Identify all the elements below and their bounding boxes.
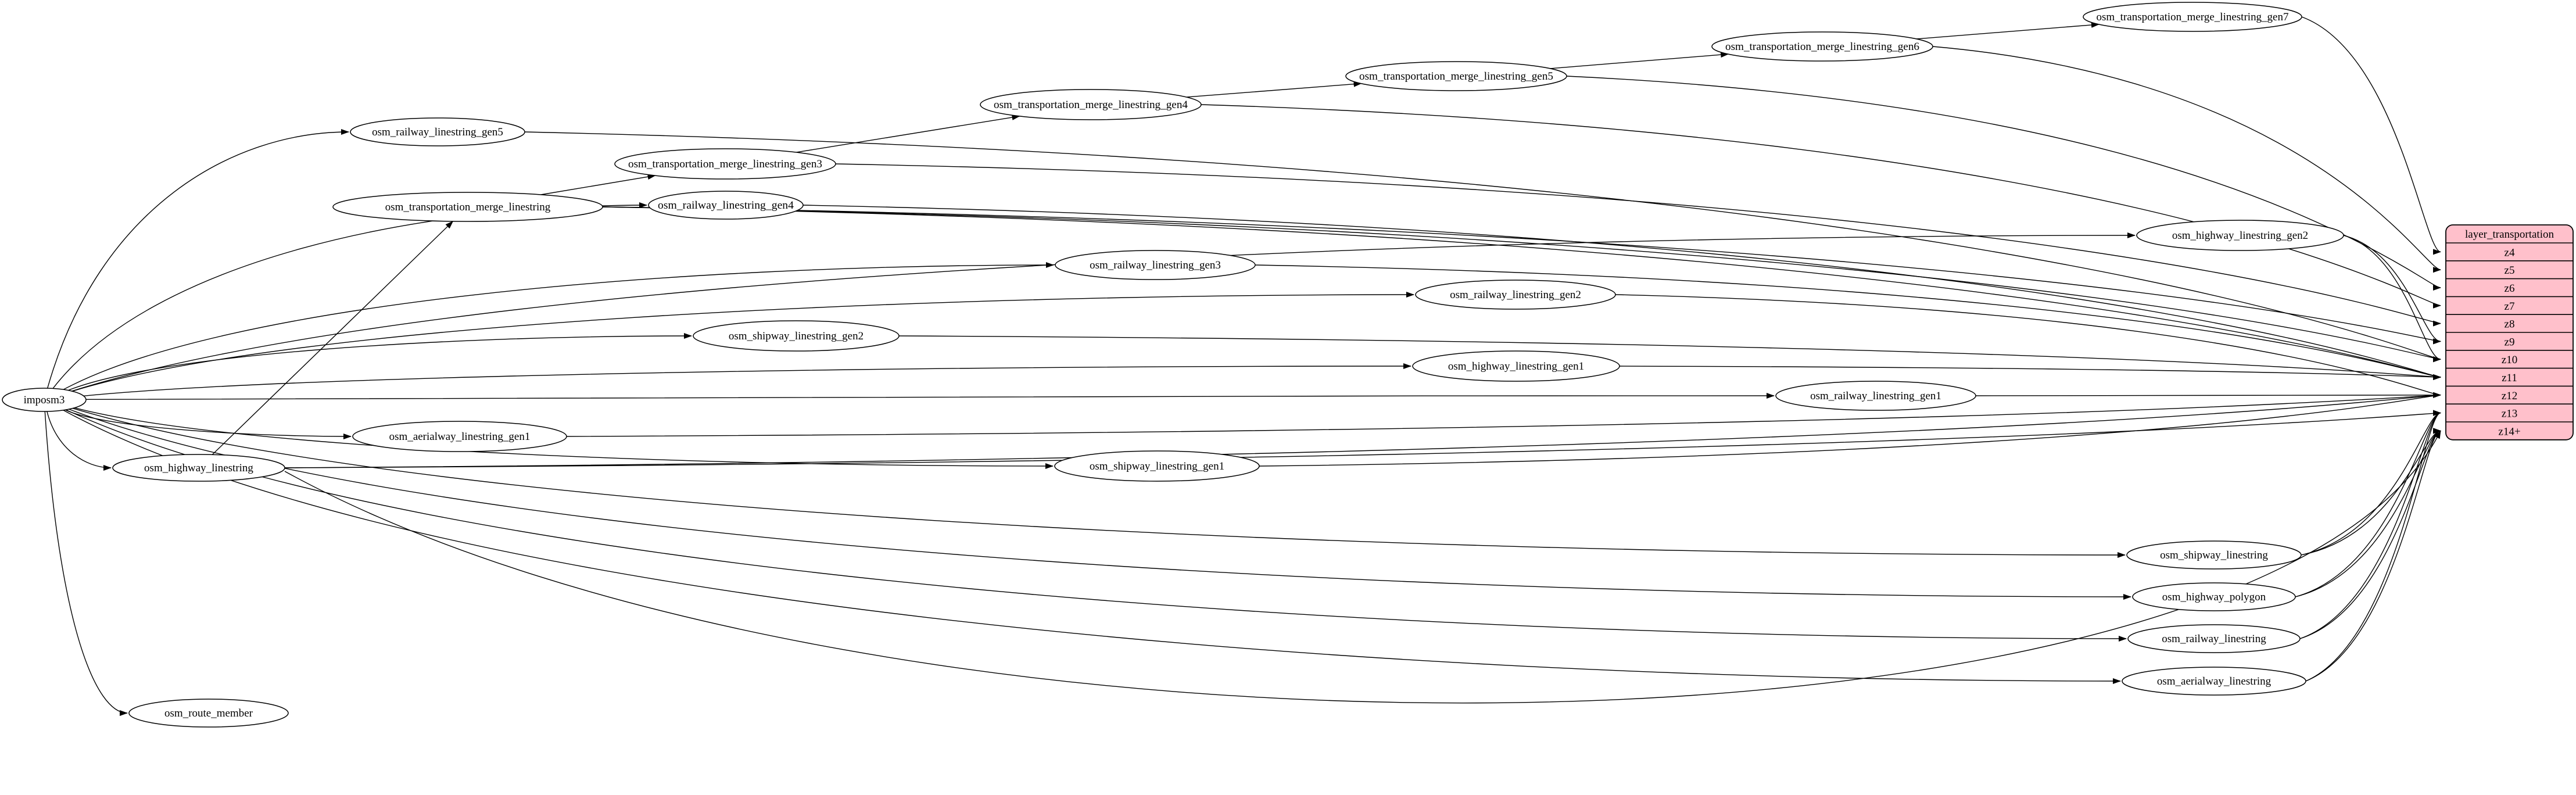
table-row-z14+: z14+ (2498, 425, 2521, 438)
node-label-osm_shipway_linestring_gen1: osm_shipway_linestring_gen1 (1089, 460, 1225, 472)
node-label-osm_shipway_linestring_gen2: osm_shipway_linestring_gen2 (728, 330, 864, 342)
node-label-osm_transportation_merge_linestring_gen5: osm_transportation_merge_linestring_gen5 (1359, 70, 1553, 83)
table-row-z10: z10 (2501, 354, 2518, 367)
node-label-osm_shipway_linestring: osm_shipway_linestring (2160, 549, 2268, 561)
node-osm_highway_polygon (2133, 583, 2295, 611)
layer-table-header: layer_transportation (2464, 228, 2554, 241)
node-label-osm_transportation_merge_linestring: osm_transportation_merge_linestring (385, 201, 551, 213)
table-row-z6: z6 (2504, 282, 2515, 295)
node-osm_route_member (129, 699, 288, 727)
node-osm_railway_linestring_gen5 (350, 118, 525, 146)
node-label-osm_highway_polygon: osm_highway_polygon (2162, 591, 2266, 603)
node-label-imposm3: imposm3 (23, 394, 65, 406)
node-label-osm_railway_linestring: osm_railway_linestring (2162, 633, 2266, 645)
table-layer (2446, 225, 2573, 440)
node-label-osm_route_member: osm_route_member (164, 707, 253, 719)
table-row-z12: z12 (2501, 389, 2518, 402)
node-label-osm_highway_linestring_gen2: osm_highway_linestring_gen2 (2172, 230, 2309, 242)
node-label-osm_highway_linestring: osm_highway_linestring (144, 462, 253, 474)
node-osm_railway_linestring_gen3 (1055, 250, 1255, 280)
node-osm_transportation_merge_linestring_gen4 (980, 89, 1201, 120)
node-label-osm_aerialway_linestring: osm_aerialway_linestring (2156, 675, 2272, 687)
table-row-z7: z7 (2504, 300, 2515, 313)
node-osm_transportation_merge_linestring_gen5 (1346, 62, 1567, 91)
node-osm_transportation_merge_linestring_gen6 (1712, 32, 1933, 61)
node-label-osm_transportation_merge_linestring_gen6: osm_transportation_merge_linestring_gen6 (1725, 41, 1919, 53)
table-row-z5: z5 (2504, 264, 2515, 277)
node-label-osm_transportation_merge_linestring_gen4: osm_transportation_merge_linestring_gen4 (994, 99, 1188, 111)
node-osm_transportation_merge_linestring_gen3 (615, 149, 836, 179)
node-label-osm_railway_linestring_gen4: osm_railway_linestring_gen4 (658, 199, 794, 212)
node-label-osm_highway_linestring_gen1: osm_highway_linestring_gen1 (1448, 360, 1585, 373)
table-row-z11: z11 (2502, 372, 2517, 384)
node-label-osm_railway_linestring_gen1: osm_railway_linestring_gen1 (1810, 390, 1941, 402)
node-label-osm_railway_linestring_gen2: osm_railway_linestring_gen2 (1450, 289, 1581, 301)
table-row-z13: z13 (2501, 407, 2518, 420)
node-osm_railway_linestring_gen1 (1776, 381, 1976, 410)
node-label-osm_transportation_merge_linestring_gen3: osm_transportation_merge_linestring_gen3 (628, 158, 822, 170)
node-osm_highway_linestring (113, 454, 285, 481)
node-osm_shipway_linestring (2127, 541, 2301, 569)
node-label-osm_transportation_merge_linestring_gen7: osm_transportation_merge_linestring_gen7 (2096, 11, 2289, 23)
node-osm_shipway_linestring_gen1 (1055, 451, 1259, 481)
node-osm_transportation_merge_linestring (333, 192, 603, 221)
node-osm_aerialway_linestring (2122, 667, 2306, 695)
node-osm_highway_linestring_gen2 (2137, 220, 2344, 250)
node-osm_railway_linestring_gen2 (1416, 280, 1615, 309)
table-row-z9: z9 (2504, 336, 2515, 349)
node-label-osm_railway_linestring_gen5: osm_railway_linestring_gen5 (372, 126, 503, 138)
table-row-z4: z4 (2504, 246, 2515, 259)
node-osm_shipway_linestring_gen2 (693, 321, 899, 351)
node-label-osm_railway_linestring_gen3: osm_railway_linestring_gen3 (1090, 259, 1221, 271)
node-osm_highway_linestring_gen1 (1413, 351, 1620, 381)
node-label-osm_aerialway_linestring_gen1: osm_aerialway_linestring_gen1 (389, 431, 531, 443)
node-osm_transportation_merge_linestring_gen7 (2083, 2, 2302, 31)
node-osm_railway_linestring (2128, 625, 2300, 653)
node-osm_aerialway_linestring_gen1 (353, 421, 567, 452)
node-osm_railway_linestring_gen4 (649, 191, 803, 219)
node-imposm3 (2, 388, 86, 411)
table-row-z8: z8 (2504, 318, 2515, 331)
